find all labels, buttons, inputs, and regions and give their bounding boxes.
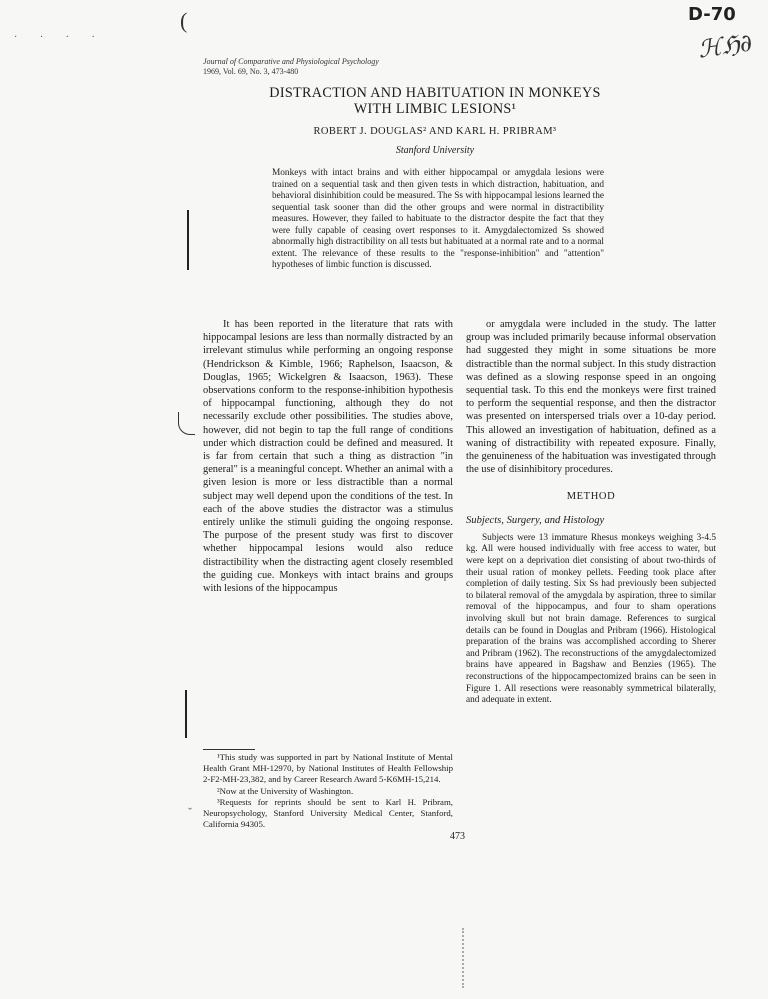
authors: ROBERT J. DOUGLAS² AND KARL H. PRIBRAM³ xyxy=(313,126,557,137)
scan-margin-bar xyxy=(187,210,189,270)
title-line-2: WITH LIMBIC LESIONS¹ xyxy=(353,101,517,117)
footnote-rule xyxy=(203,749,255,750)
journal-volume: 1969, Vol. 69, No. 3, 473-480 xyxy=(203,67,299,76)
footnote-3: ³Requests for reprints should be sent to Karl H. Pribram, Neuropsychology, Stanford University Medical Center, Stanford, California 94305. xyxy=(203,796,453,830)
intro-paragraph-continued: or amygdala were included in the study. The latter group was included primarily because informal observation had suggested they might in some situations be more distractible than the normal subject. In this study distraction was defined as a slowing response speed in an ongoing sequential task. To this end the monkeys were first trained to perform the sequential response, and then the distractor was presented on interspersed trials over a 10-day period. This allowed an investigation of habituation, defined as a waning of distractibility with repeated exposure. Finally, the genuineness of the habituation was investigated through the use of disinhibitory procedures. xyxy=(466,319,716,476)
affiliation: Stanford University xyxy=(395,145,475,156)
title-line-1: DISTRACTION AND HABITUATION IN MONKEYS xyxy=(269,85,601,101)
subjects-subheading: Subjects, Surgery, and Histology xyxy=(466,514,605,526)
abstract: Monkeys with intact brains and with either hippocampal or amygdala lesions were trained on a sequential task and then given tests in which distraction, habituation, and behavioral disinhibition could be measured. The Ss with hippocampal lesions learned the sequential task sooner than did the other groups and were normal in distractibility measures. However, they failed to habituate to the distractor despite the fact that they were fully capable of ceasing overt responses to it. Amygdalectomized Ss showed abnormally high distractibility on all tests but habituated at a normal rate and to a normal extent. The relevance of these results to the "response-inhibition" and "attention" hypotheses of limbic function is discussed. xyxy=(272,168,604,270)
scan-tick: ˇ xyxy=(188,805,192,819)
method-paragraph: Subjects were 13 immature Rhesus monkeys weighing 3-4.5 kg. All were housed individually with free access to water, but were kept on a deprivation diet consisting of about two-thirds of their usual ration of monkey pellets. Feeding took place after completion of daily testing. Six Ss had previously been subjected to bilateral removal of the amygdala by aspiration, three to similar removal of the hippocampus, and four to sham operations involving skull but not brain damage. References to surgical details can be found in Douglas and Pribram (1966). Histological preparation of the brains was accomplished according to Sherer and Pribram (1962). The reconstructions of the amygdalectomized brains have appeared in Bagshaw and Benzies (1965). The reconstructions of the hippocampectomized brains can be seen in Figure 1. All resections were reasonably symmetrical bilaterally, and adequate in extent. xyxy=(466,532,716,706)
journal-name: Journal of Comparative and Physiological Psychology xyxy=(203,57,379,66)
journal-citation xyxy=(203,57,379,77)
document-code: D-70 xyxy=(688,4,736,25)
footnote-2: ²Now at the University of Washington. xyxy=(217,785,354,796)
handwritten-signature: ℋℌ∂ xyxy=(696,28,754,64)
body-column-right xyxy=(466,318,716,707)
scan-margin-bar-lower xyxy=(185,690,187,738)
page-number: 473 xyxy=(450,831,465,842)
article-title xyxy=(200,85,670,117)
body-column-left xyxy=(203,318,453,595)
footnote-1: ¹This study was supported in part by National Institute of Mental Health Grant MH-12970, by National Institutes of Health Fellowship 2-F2-MH-23,382, and by Career Research Award 5-K6MH-15,214. xyxy=(203,752,453,785)
scan-dotted-line xyxy=(462,928,466,988)
scan-speckles: · · · · xyxy=(14,32,105,43)
intro-paragraph: It has been reported in the literature that rats with hippocampal lesions are less than normally distracted by an irrelevant stimulus while performing an ongoing response (Hendrickson & Kimble, 1966; Raphelson, Isaacson, & Douglas, 1965; Wickelgren & Isaacson, 1963). These observations conform to the response-inhibition hypothesis of hippocampal functioning, although they do not necessarily exclude other possibilities. The studies above, however, did not begin to tap the full range of conditions under which distraction could be defined and measured. It is far from certain that such a thing as distraction "in general" is a meaningful concept. Whether an animal with a given lesion is more or less distractible than a normal subject may well depend upon the conditions of the test. In each of the above studies the distractor was a stimulus entirely unlike the stimuli guiding the ongoing response. The purpose of the present study was first to discover whether hippocampal lesions would also reduce distractibility when the distracting agent closely resembled the guiding cue. Monkeys with intact brains and groups with lesions of the hippocampus xyxy=(203,319,453,595)
method-heading: METHOD xyxy=(566,491,616,503)
footnotes xyxy=(203,752,453,830)
scan-margin-curve xyxy=(178,412,195,435)
method-section xyxy=(466,533,716,707)
scan-mark-paren: ( xyxy=(180,8,188,33)
